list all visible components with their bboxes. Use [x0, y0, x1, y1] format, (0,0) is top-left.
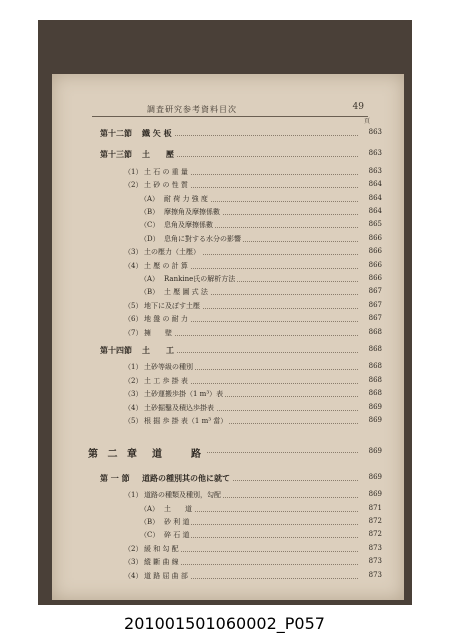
toc-entry-title: 縱 斷 曲 線 — [144, 558, 179, 567]
toc-entry-number: （C） — [140, 531, 160, 540]
toc-entry — [52, 544, 404, 556]
toc-entry-page: 868 — [368, 389, 382, 398]
toc-entry-page: 866 — [368, 233, 382, 242]
toc-entry-title: 土 壓 — [142, 149, 174, 160]
toc-entry — [52, 504, 404, 516]
toc-entry-number: 第 二 章 — [88, 449, 140, 461]
toc-entry-title: 摩擦角及摩擦係數 — [164, 208, 220, 216]
toc-entry — [52, 473, 404, 485]
toc-entry-title: 道路の種別其の他に就て — [142, 472, 230, 483]
toc-entry-title: Rankine氏の解析方法 — [164, 275, 236, 283]
toc-leader-dots — [144, 335, 358, 336]
toc-entry-number: 第十二節 — [100, 128, 132, 138]
toc-entry — [52, 207, 404, 219]
toc-entry-title: 息角及摩擦係數 — [164, 221, 213, 230]
toc-entry-page: 869 — [368, 472, 382, 481]
toc-entry-number: 第十三節 — [100, 149, 132, 160]
toc-entry — [52, 261, 404, 273]
toc-entry-page: 866 — [368, 247, 382, 256]
toc-entry — [52, 234, 404, 246]
toc-entry-number: （4） — [124, 403, 143, 412]
toc-entry-title: 土砂掘鑿及積込歩掛表 — [144, 403, 214, 412]
book-page — [52, 74, 404, 600]
toc-entry — [52, 328, 404, 340]
toc-entry-page: 868 — [368, 362, 382, 371]
image-caption: 201001501060002_P057 — [124, 614, 325, 633]
toc-entry-title: 土 砂 の 性 質 — [144, 181, 188, 190]
toc-entry-page: 867 — [368, 300, 382, 309]
toc-entry — [52, 345, 404, 357]
toc-entry-number: （6） — [124, 315, 143, 324]
toc-entry-number: （C） — [140, 221, 160, 230]
toc-entry-title: 土砂等級の種別 — [144, 363, 193, 372]
toc-entry-number: （B） — [140, 208, 160, 216]
toc-entry — [52, 445, 404, 461]
toc-entry — [52, 557, 404, 569]
toc-entry-page: 863 — [368, 128, 382, 136]
toc-entry-number: （D） — [140, 234, 160, 243]
page-number: 49 — [352, 102, 364, 112]
toc-entry-title: 地 盤 の 耐 力 — [144, 315, 188, 324]
toc-entry-page: 864 — [368, 193, 382, 202]
running-header — [52, 102, 404, 118]
toc-entry-page: 872 — [368, 530, 382, 539]
toc-entry-number: （3） — [124, 558, 143, 567]
toc-entry — [52, 301, 404, 313]
toc-entry — [52, 571, 404, 583]
toc-entry-number: （2） — [124, 376, 143, 385]
toc-entry — [52, 403, 404, 415]
toc-entry-number: （4） — [124, 571, 143, 580]
toc-entry — [52, 220, 404, 232]
toc-entry-page: 873 — [368, 557, 382, 566]
toc-entry-number: （3） — [124, 248, 143, 257]
toc-entry-page: 869 — [368, 447, 382, 456]
toc-entry-number: （B） — [140, 518, 160, 526]
toc-entry-title: 道 路 — [152, 445, 206, 460]
toc-entry-number: （2） — [124, 181, 143, 190]
toc-entry-page: 869 — [368, 490, 382, 499]
toc-entry-number: （A） — [140, 504, 160, 513]
toc-entry — [52, 247, 404, 259]
toc-entry-page: 869 — [368, 416, 382, 424]
toc-entry-number: （A） — [140, 194, 160, 203]
toc-entry-page: 873 — [368, 543, 382, 552]
toc-entry — [52, 530, 404, 542]
toc-entry-title: 鐵 矢 板 — [142, 128, 172, 138]
toc-entry-number: 第 一 節 — [100, 472, 130, 483]
toc-entry-number: （1） — [124, 491, 143, 500]
toc-entry-title: 土 道 — [164, 504, 192, 513]
toc-entry-title: 道路の種類及種別，勾配 — [144, 491, 221, 500]
toc-entry-title: 土 石 の 重 量 — [144, 167, 188, 176]
toc-entry-title: 土砂運搬歩掛（1 m³）表 — [144, 390, 224, 399]
toc-entry-title: 土 壓 圖 式 法 — [164, 288, 208, 297]
toc-entry — [52, 376, 404, 388]
toc-entry-page: 868 — [368, 327, 382, 336]
toc-entry-number: 第十四節 — [100, 345, 132, 355]
toc-entry-title: 土の壓力（土壓） — [144, 248, 200, 257]
toc-entry — [52, 128, 404, 140]
toc-entry-page: 865 — [368, 220, 382, 229]
toc-entry-page: 869 — [368, 402, 382, 411]
toc-entry-title: 碎 石 道 — [164, 531, 190, 540]
toc-entry-number: （5） — [124, 417, 143, 425]
toc-entry — [52, 362, 404, 374]
toc-entry-title: 土 工 歩 掛 表 — [144, 376, 188, 385]
toc-entry-title: 根 掘 歩 掛 表（1 m³ 當） — [144, 417, 228, 425]
running-header-title: 調査研究参考資料目次 — [147, 105, 237, 114]
toc-entry — [52, 167, 404, 179]
toc-entry-page: 873 — [368, 570, 382, 579]
toc-entry-title: 砂 利 道 — [164, 518, 190, 526]
toc-entry-number: （1） — [124, 167, 143, 176]
toc-entry — [52, 490, 404, 502]
toc-entry — [52, 274, 404, 286]
toc-entry-page: 867 — [368, 314, 382, 323]
toc-entry-number: （B） — [140, 288, 160, 297]
toc-entry-page: 866 — [368, 274, 382, 282]
toc-entry-page: 863 — [368, 166, 382, 175]
toc-entry — [52, 180, 404, 192]
toc-entry — [52, 389, 404, 401]
toc-entry-page: 864 — [368, 207, 382, 215]
toc-entry-number: （5） — [124, 301, 143, 310]
toc-entry-title: 擁 壁 — [144, 328, 172, 337]
toc-entry — [52, 517, 404, 529]
toc-entry — [52, 149, 404, 161]
toc-entry-page: 871 — [368, 503, 382, 512]
toc-entry-title: 土 工 — [142, 345, 174, 355]
toc-entry-page: 863 — [368, 149, 382, 158]
toc-entry — [52, 314, 404, 326]
toc-entry-number: （1） — [124, 363, 143, 372]
toc-entry-title: 道 路 屈 曲 部 — [144, 571, 188, 580]
toc-entry-page: 868 — [368, 345, 382, 353]
toc-entry — [52, 287, 404, 299]
toc-entry-page: 868 — [368, 375, 382, 384]
header-rule — [92, 116, 368, 117]
toc-entry-number: （2） — [124, 544, 143, 553]
toc-leader-dots — [164, 524, 358, 525]
toc-leader-dots — [142, 135, 358, 136]
toc-entry-page: 867 — [368, 287, 382, 296]
toc-entry-page: 872 — [368, 517, 382, 525]
toc-entry-number: （A） — [140, 275, 160, 283]
toc-entry-title: 土 壓 の 計 算 — [144, 261, 188, 270]
toc-entry-page: 864 — [368, 180, 382, 189]
toc-entry — [52, 194, 404, 206]
toc-entry-number: （4） — [124, 261, 143, 270]
toc-entry-number: （7） — [124, 328, 143, 337]
toc-entry — [52, 416, 404, 428]
toc-entry-page: 866 — [368, 260, 382, 269]
page-column-mark: 頁 — [364, 118, 371, 125]
toc-entry-title: 地下に及ぼす土壓 — [144, 301, 200, 310]
toc-leader-dots — [164, 537, 358, 538]
toc-entry-title: 息角に對する水分の影響 — [164, 234, 241, 243]
toc-entry-title: 緩 和 勾 配 — [144, 544, 179, 553]
toc-entry-title: 耐 荷 力 強 度 — [164, 194, 208, 203]
toc-entry-number: （3） — [124, 390, 143, 399]
